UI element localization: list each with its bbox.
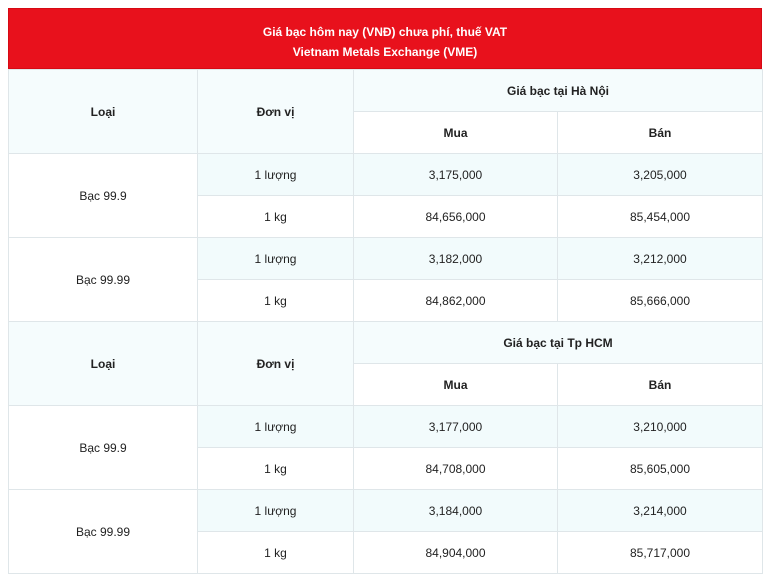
- header-location-hcm: Giá bạc tại Tp HCM: [354, 322, 763, 364]
- buy-price: 3,184,000: [354, 490, 558, 532]
- buy-price: 84,656,000: [354, 196, 558, 238]
- buy-price: 84,708,000: [354, 448, 558, 490]
- product-name: Bạc 99.99: [9, 490, 198, 574]
- unit-cell: 1 kg: [198, 280, 354, 322]
- table-title-line1: Giá bạc hôm nay (VNĐ) chưa phí, thuế VAT: [262, 25, 508, 39]
- unit-cell: 1 lượng: [198, 490, 354, 532]
- header-buy: Mua: [354, 112, 558, 154]
- header-unit: Đơn vị: [198, 322, 354, 406]
- product-name: Bạc 99.9: [9, 154, 198, 238]
- sell-price: 3,205,000: [558, 154, 763, 196]
- buy-price: 3,175,000: [354, 154, 558, 196]
- buy-price: 3,177,000: [354, 406, 558, 448]
- header-location-hanoi: Giá bạc tại Hà Nội: [354, 70, 763, 112]
- header-sell: Bán: [558, 364, 763, 406]
- table-title-line2: Vietnam Metals Exchange (VME): [292, 45, 478, 59]
- buy-price: 3,182,000: [354, 238, 558, 280]
- table-row: [9, 154, 763, 196]
- silver-price-table-container: [8, 8, 762, 574]
- unit-cell: 1 kg: [198, 196, 354, 238]
- header-buy: Mua: [354, 364, 558, 406]
- header-sell: Bán: [558, 112, 763, 154]
- silver-price-table: [8, 69, 763, 574]
- header-unit: Đơn vị: [198, 70, 354, 154]
- header-type: Loại: [9, 322, 198, 406]
- table-row: [9, 490, 763, 532]
- header-row: [9, 322, 763, 364]
- unit-cell: 1 lượng: [198, 406, 354, 448]
- header-row: [9, 70, 763, 112]
- buy-price: 84,862,000: [354, 280, 558, 322]
- unit-cell: 1 lượng: [198, 154, 354, 196]
- sell-price: 3,210,000: [558, 406, 763, 448]
- sell-price: 85,717,000: [558, 532, 763, 574]
- unit-cell: 1 lượng: [198, 238, 354, 280]
- buy-price: 84,904,000: [354, 532, 558, 574]
- table-title: [8, 8, 762, 69]
- sell-price: 85,605,000: [558, 448, 763, 490]
- product-name: Bạc 99.99: [9, 238, 198, 322]
- header-type: Loại: [9, 70, 198, 154]
- table-row: [9, 238, 763, 280]
- product-name: Bạc 99.9: [9, 406, 198, 490]
- sell-price: 3,212,000: [558, 238, 763, 280]
- unit-cell: 1 kg: [198, 532, 354, 574]
- table-row: [9, 406, 763, 448]
- sell-price: 3,214,000: [558, 490, 763, 532]
- sell-price: 85,666,000: [558, 280, 763, 322]
- sell-price: 85,454,000: [558, 196, 763, 238]
- unit-cell: 1 kg: [198, 448, 354, 490]
